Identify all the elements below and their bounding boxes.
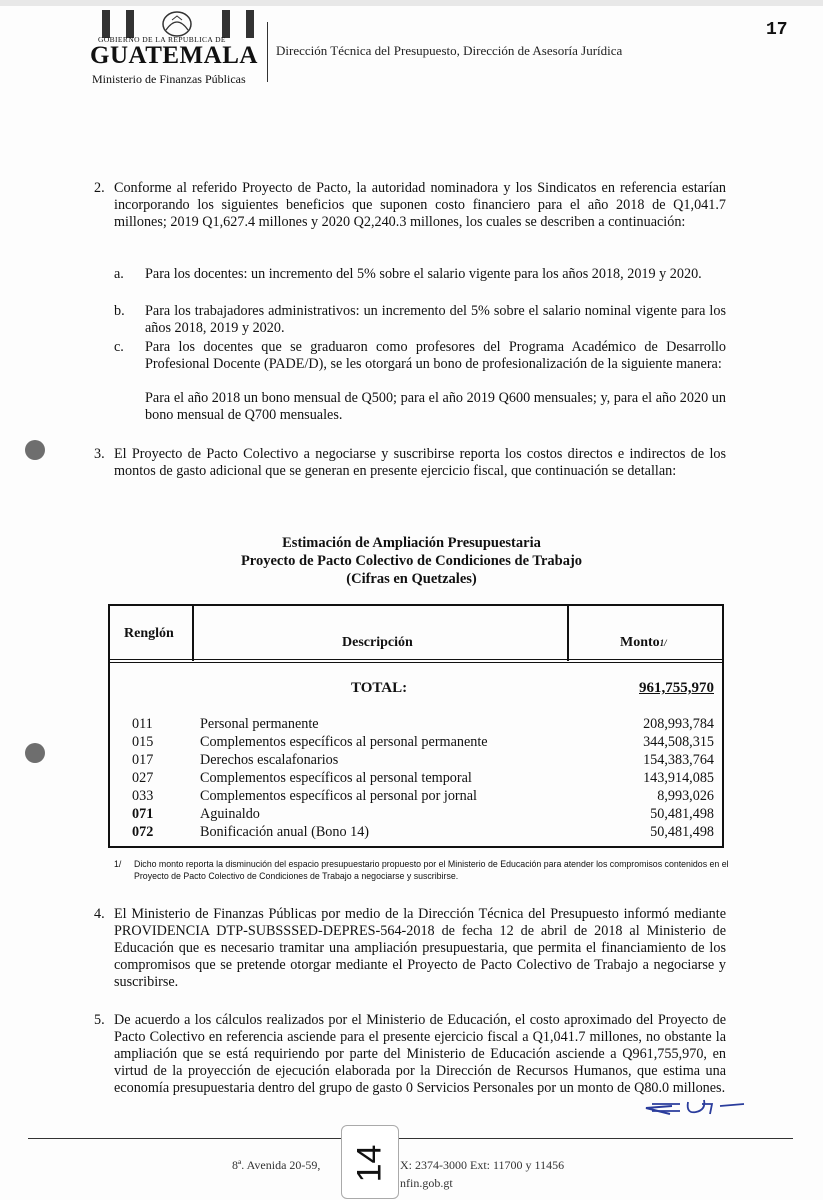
row-code: 015: [132, 734, 154, 750]
paragraph-number: 3.: [94, 446, 105, 462]
department-title: Dirección Técnica del Presupuesto, Dirección de Asesoría Jurídica: [276, 43, 623, 58]
table-row: [110, 716, 722, 734]
item-c-extra: Para el año 2018 un bono mensual de Q500; para el año 2019 Q600 mensuales; y, para el año 2020 un bono mensual de Q700 mensuales.: [145, 390, 726, 423]
header-monto: [620, 635, 667, 651]
table-row: [110, 770, 722, 788]
row-amount: 50,481,498: [650, 824, 714, 840]
table-title: Estimación de Ampliación Presupuestaria: [282, 535, 541, 551]
table-subtitle: Proyecto de Pacto Colectivo de Condiciones de Trabajo: [240, 553, 583, 569]
row-code: 027: [132, 770, 154, 786]
row-code: 072: [132, 824, 154, 840]
table-units: (Cifras en Quetzales): [346, 571, 477, 587]
row-description: Derechos escalafonarios: [200, 752, 339, 768]
header-divider: [110, 659, 722, 663]
item-a: Para los docentes: un incremento del 5% sobre el salario vigente para los años 2018, 2019 y 2020.: [145, 266, 702, 282]
paragraph-5: De acuerdo a los cálculos realizados por el Ministerio de Educación, el costo aproximado del Proyecto de Pacto Colectivo en referencia asciende para el presente ejercicio fiscal a Q1,041.7 millones, no obstante la ampliación que se está requiriendo por parte del Ministerio de Educación asciende a Q961,755,970, en virtud de la proyección de ejecución elaborada por la Dirección de Recursos Humanos, que estima una economía presupuestaria dentro del grupo de gasto 0 Servicios Personales por un monto de Q80.0 millones.: [114, 1012, 726, 1096]
item-label: c.: [114, 339, 124, 355]
column-divider: [567, 606, 569, 661]
row-code: 011: [132, 716, 153, 732]
handwritten-mark-icon: [640, 1092, 760, 1122]
paragraph-3: El Proyecto de Pacto Colectivo a negociarse y suscribirse reporta los costos directos e indirectos de los montos de gasto adicional que se generan en presente ejercicio fiscal, que continuación se detallan:: [114, 446, 726, 479]
page-stamp: [341, 1125, 399, 1199]
row-code: 033: [132, 788, 154, 804]
column-divider: [192, 606, 194, 661]
paragraph-2: Conforme al referido Proyecto de Pacto, la autoridad nominadora y los Sindicatos en referencia estarían incorporando los siguientes beneficios que suponen costo financiero para el año 2018 de Q1,041.7 millones; 2019 Q1,627.4 millones y 2020 Q2,240.3 millones, los cuales se describen a continuación:: [114, 180, 726, 230]
row-amount: 344,508,315: [643, 734, 714, 750]
row-code: 017: [132, 752, 154, 768]
footer-divider: [28, 1138, 793, 1139]
header-renglon: Renglón: [124, 626, 174, 641]
row-amount: 208,993,784: [643, 716, 714, 732]
footer-address: 8ª. Avenida 20-59,: [232, 1158, 321, 1172]
row-description: Complementos específicos al personal permanente: [200, 734, 488, 750]
item-label: b.: [114, 303, 125, 319]
ministry-name: Ministerio de Finanzas Públicas: [92, 72, 246, 86]
coat-of-arms-icon: [100, 10, 250, 38]
row-amount: 154,383,764: [643, 752, 714, 768]
row-description: Complementos específicos al personal temporal: [200, 770, 472, 786]
page-number: 17: [766, 20, 788, 40]
row-amount: 8,993,026: [657, 788, 714, 804]
budget-table: [108, 604, 724, 848]
paragraph-4: El Ministerio de Finanzas Públicas por medio de la Dirección Técnica del Presupuesto informó mediante PROVIDENCIA DTP-SUBSSSED-DEPRES-564-2018 de fecha 12 de abril de 2018 al Ministerio de Educación que es necesario tramitar una ampliación presupuestaria, que permita el financiamiento de los compromisos que se pretende otorgar mediante el Proyecto de Pacto Colectivo de Trabajo a negociarse y suscribirse.: [114, 906, 726, 990]
paragraph-number: 2.: [94, 180, 105, 196]
total-label: TOTAL:: [351, 680, 408, 696]
ministry-logo: [90, 10, 260, 86]
table-row: [110, 806, 722, 824]
table-row: [110, 734, 722, 752]
row-description: Bonificación anual (Bono 14): [200, 824, 370, 840]
item-label: a.: [114, 266, 124, 282]
row-amount: 143,914,085: [643, 770, 714, 786]
punch-hole: [25, 743, 45, 763]
stamp-number: 14: [350, 1144, 389, 1183]
punch-hole: [25, 440, 45, 460]
footer-web: nfin.gob.gt: [400, 1176, 453, 1190]
total-value: 961,755,970: [639, 680, 714, 696]
header-monto-note: 1/: [659, 638, 667, 648]
table-row: [110, 752, 722, 770]
footnote-text: Dicho monto reporta la disminución del espacio presupuestario propuesto por el Ministerio de Educación para atender los compromisos contenidos en el Proyecto de Pacto Colectivo de Condiciones de Trabajo a negociarse y suscribirse.: [134, 859, 729, 881]
header-divider: [267, 22, 268, 82]
row-code: 071: [132, 806, 154, 822]
table-row: [110, 788, 722, 806]
paragraph-number: 4.: [94, 906, 105, 922]
footnote-mark: 1/: [114, 859, 122, 869]
header-descripcion: Descripción: [342, 635, 413, 650]
row-description: Aguinaldo: [200, 806, 260, 822]
row-amount: 50,481,498: [650, 806, 714, 822]
header-monto-label: Monto: [620, 635, 660, 650]
top-band: [0, 0, 823, 6]
footer-phone: X: 2374-3000 Ext: 11700 y 11456: [400, 1158, 565, 1172]
table-row: [110, 824, 722, 842]
coat-text: GOBIERNO DE LA REPUBLICA DE: [98, 35, 226, 44]
country-name: GUATEMALA: [90, 42, 258, 69]
row-description: Complementos específicos al personal por jornal: [200, 788, 477, 804]
paragraph-number: 5.: [94, 1012, 105, 1028]
item-b: Para los trabajadores administrativos: un incremento del 5% sobre el salario nominal vigente para los años 2018, 2019 y 2020.: [145, 303, 726, 336]
row-description: Personal permanente: [200, 716, 319, 732]
item-c: Para los docentes que se graduaron como profesores del Programa Académico de Desarrollo Profesional Docente (PADE/D), se les otorgará un bono de profesionalización de la siguiente manera:: [145, 339, 726, 372]
